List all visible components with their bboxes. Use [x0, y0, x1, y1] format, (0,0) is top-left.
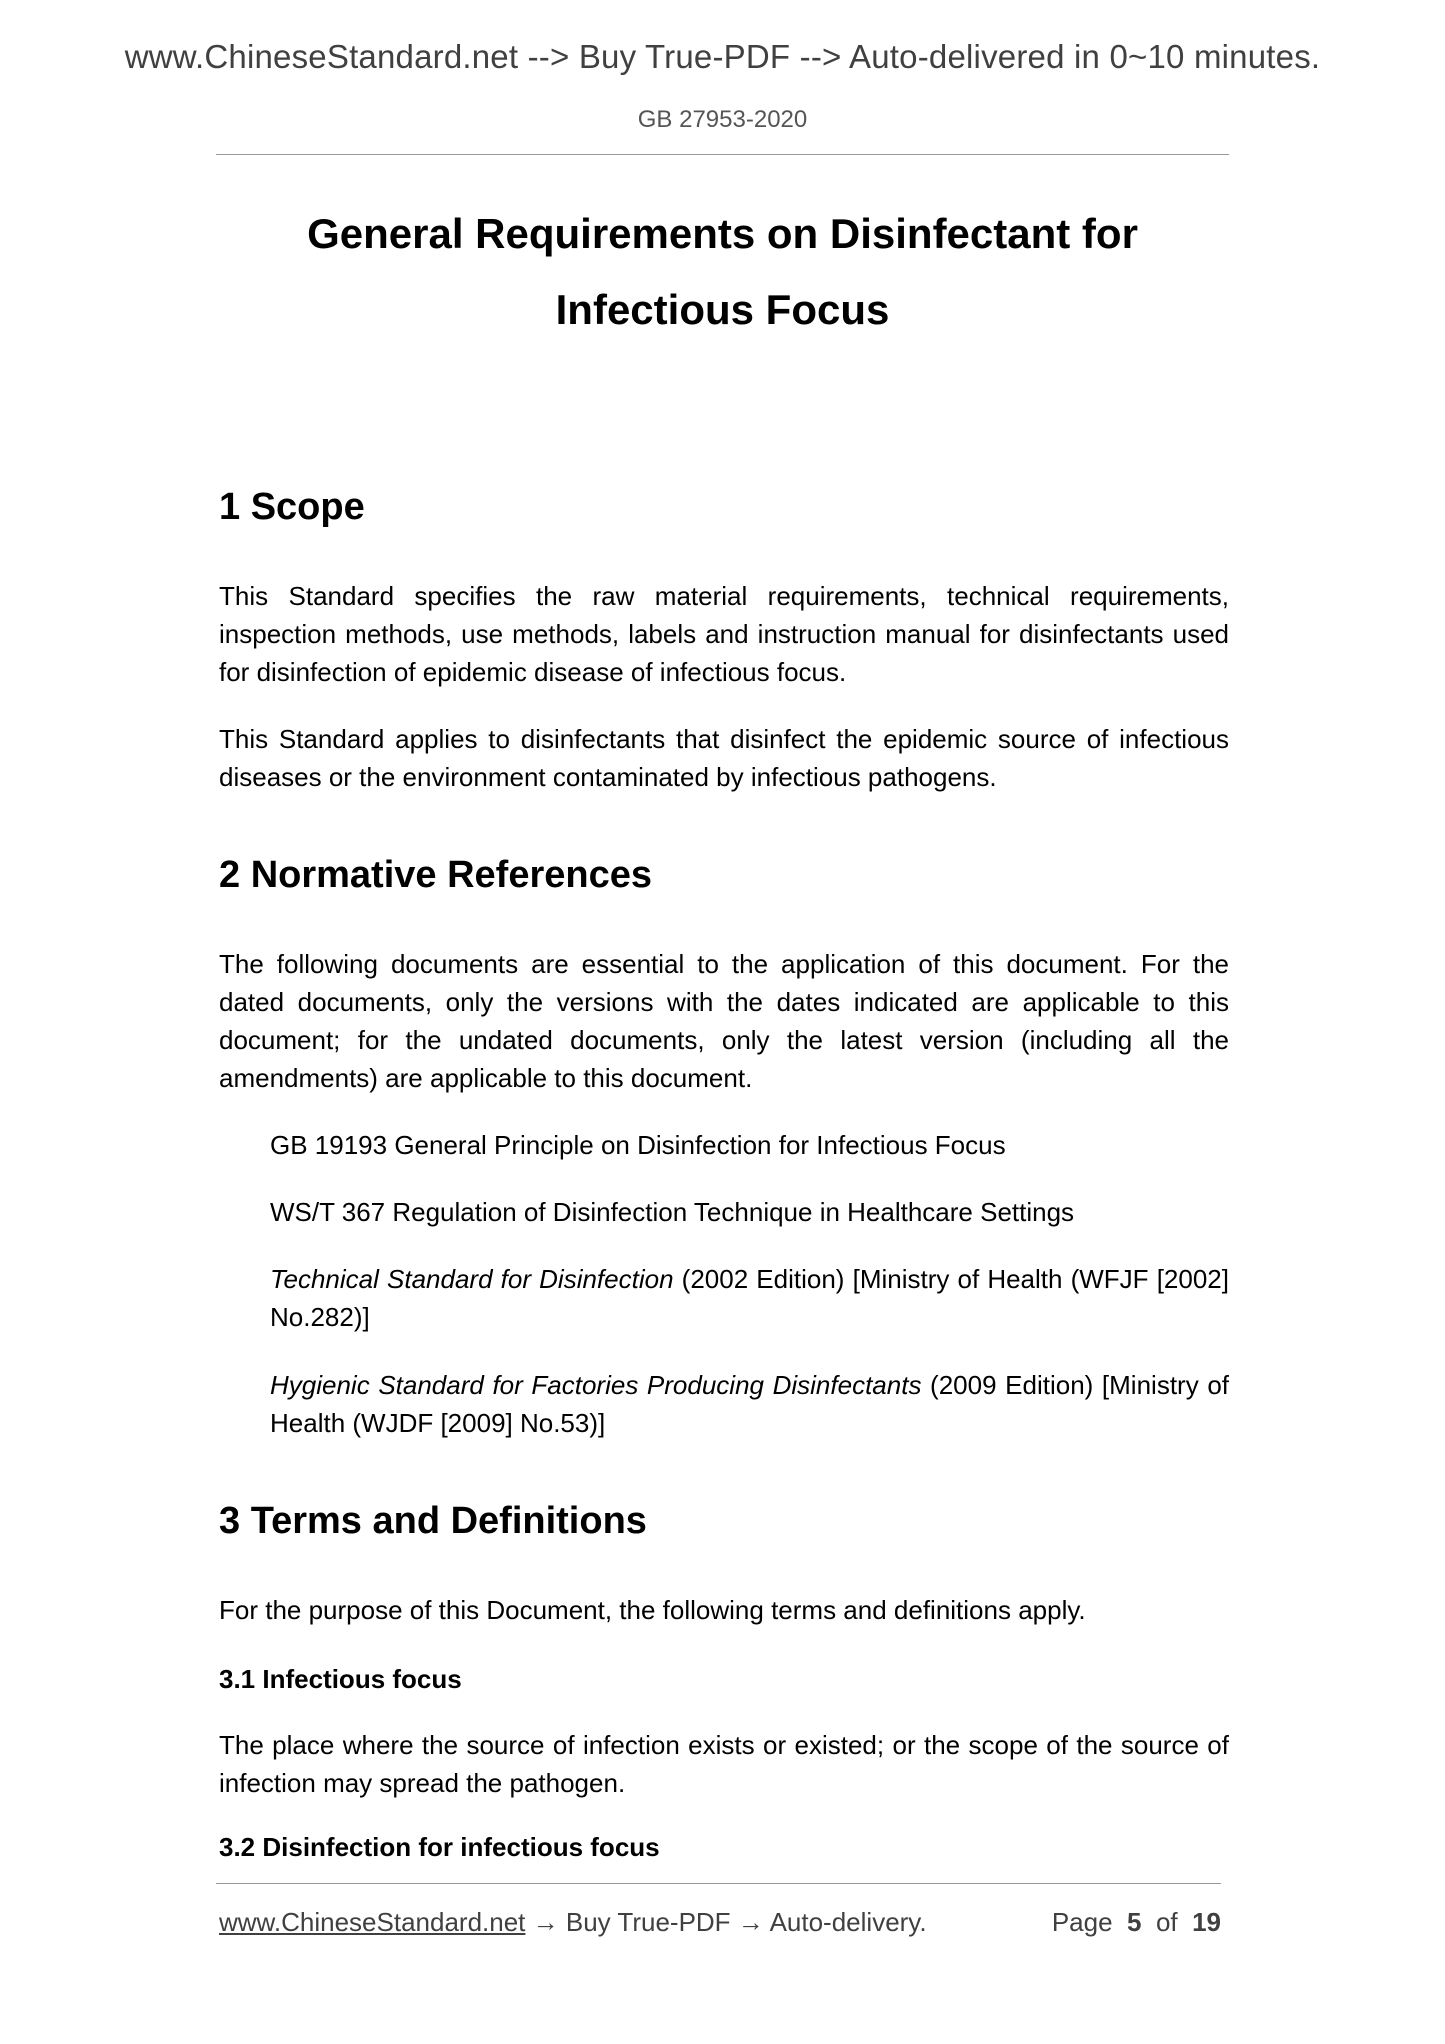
terms-intro-paragraph: For the purpose of this Document, the following terms and definitions apply. [219, 1595, 1086, 1625]
document-title-line-2: Infectious Focus [555, 286, 890, 333]
document-title-line-1: General Requirements on Disinfectant for [307, 210, 1138, 257]
normative-intro-paragraph: The following documents are essential to the application of this document. For the dated documents, only the versions with the dates indicated are applicable to this document; for the undated documents, only the latest version (including all the amendments) are applicable to this document. [219, 949, 1229, 1093]
reference-details: (2009 Edition) [Ministry of Health (WJDF [2009] No.53)] [270, 1370, 1229, 1438]
page-label: Page [1051, 1907, 1113, 1937]
page-total: 19 [1192, 1907, 1221, 1937]
footer-site-link[interactable]: www.ChineseStandard.net [219, 1907, 526, 1937]
term-definition-infectious-focus: The place where the source of infection exists or existed; or the scope of the source of infection may spread the pathogen. [219, 1730, 1229, 1798]
scope-paragraph-2: This Standard applies to disinfectants that disinfect the epidemic source of infectious diseases or the environment contaminated by infectious pathogens. [219, 724, 1229, 792]
section-heading-scope: 1 Scope [219, 486, 365, 528]
footer-tagline [219, 1907, 927, 1938]
section-heading-terms-definitions: 3 Terms and Definitions [219, 1500, 647, 1542]
reference-item [270, 1260, 1229, 1336]
standard-code: GB 27953-2020 [637, 106, 808, 133]
scope-paragraph-1: This Standard specifies the raw material requirements, technical requirements, inspection methods, use methods, labels and instruction manual for disinfectants used for disinfection of epidemic disease of infectious focus. [219, 581, 1229, 687]
page-of-label: of [1155, 1907, 1178, 1937]
reference-title: Technical Standard for Disinfection [270, 1264, 674, 1294]
page-current: 5 [1127, 1907, 1142, 1937]
section-heading-normative-references: 2 Normative References [219, 854, 652, 896]
top-banner: www.ChineseStandard.net --> Buy True-PDF --> Auto-delivered in 0~10 minutes. [124, 38, 1321, 75]
reference-title: Hygienic Standard for Factories Producing Disinfectants [270, 1370, 922, 1400]
term-heading-disinfection-for-infectious-focus: 3.2 Disinfection for infectious focus [219, 1832, 660, 1862]
reference-item [270, 1366, 1229, 1442]
header-divider [216, 154, 1229, 155]
footer-divider [216, 1883, 1221, 1884]
footer-tagline-text: → Buy True-PDF → Auto-delivery. [525, 1907, 927, 1937]
reference-item: GB 19193 General Principle on Disinfection for Infectious Focus [270, 1130, 1006, 1160]
page-number [1052, 1907, 1221, 1938]
term-heading-infectious-focus: 3.1 Infectious focus [219, 1664, 462, 1694]
reference-details: (2002 Edition) [Ministry of Health (WFJF [2002] No.282)] [270, 1264, 1229, 1332]
reference-item: WS/T 367 Regulation of Disinfection Technique in Healthcare Settings [270, 1197, 1075, 1227]
